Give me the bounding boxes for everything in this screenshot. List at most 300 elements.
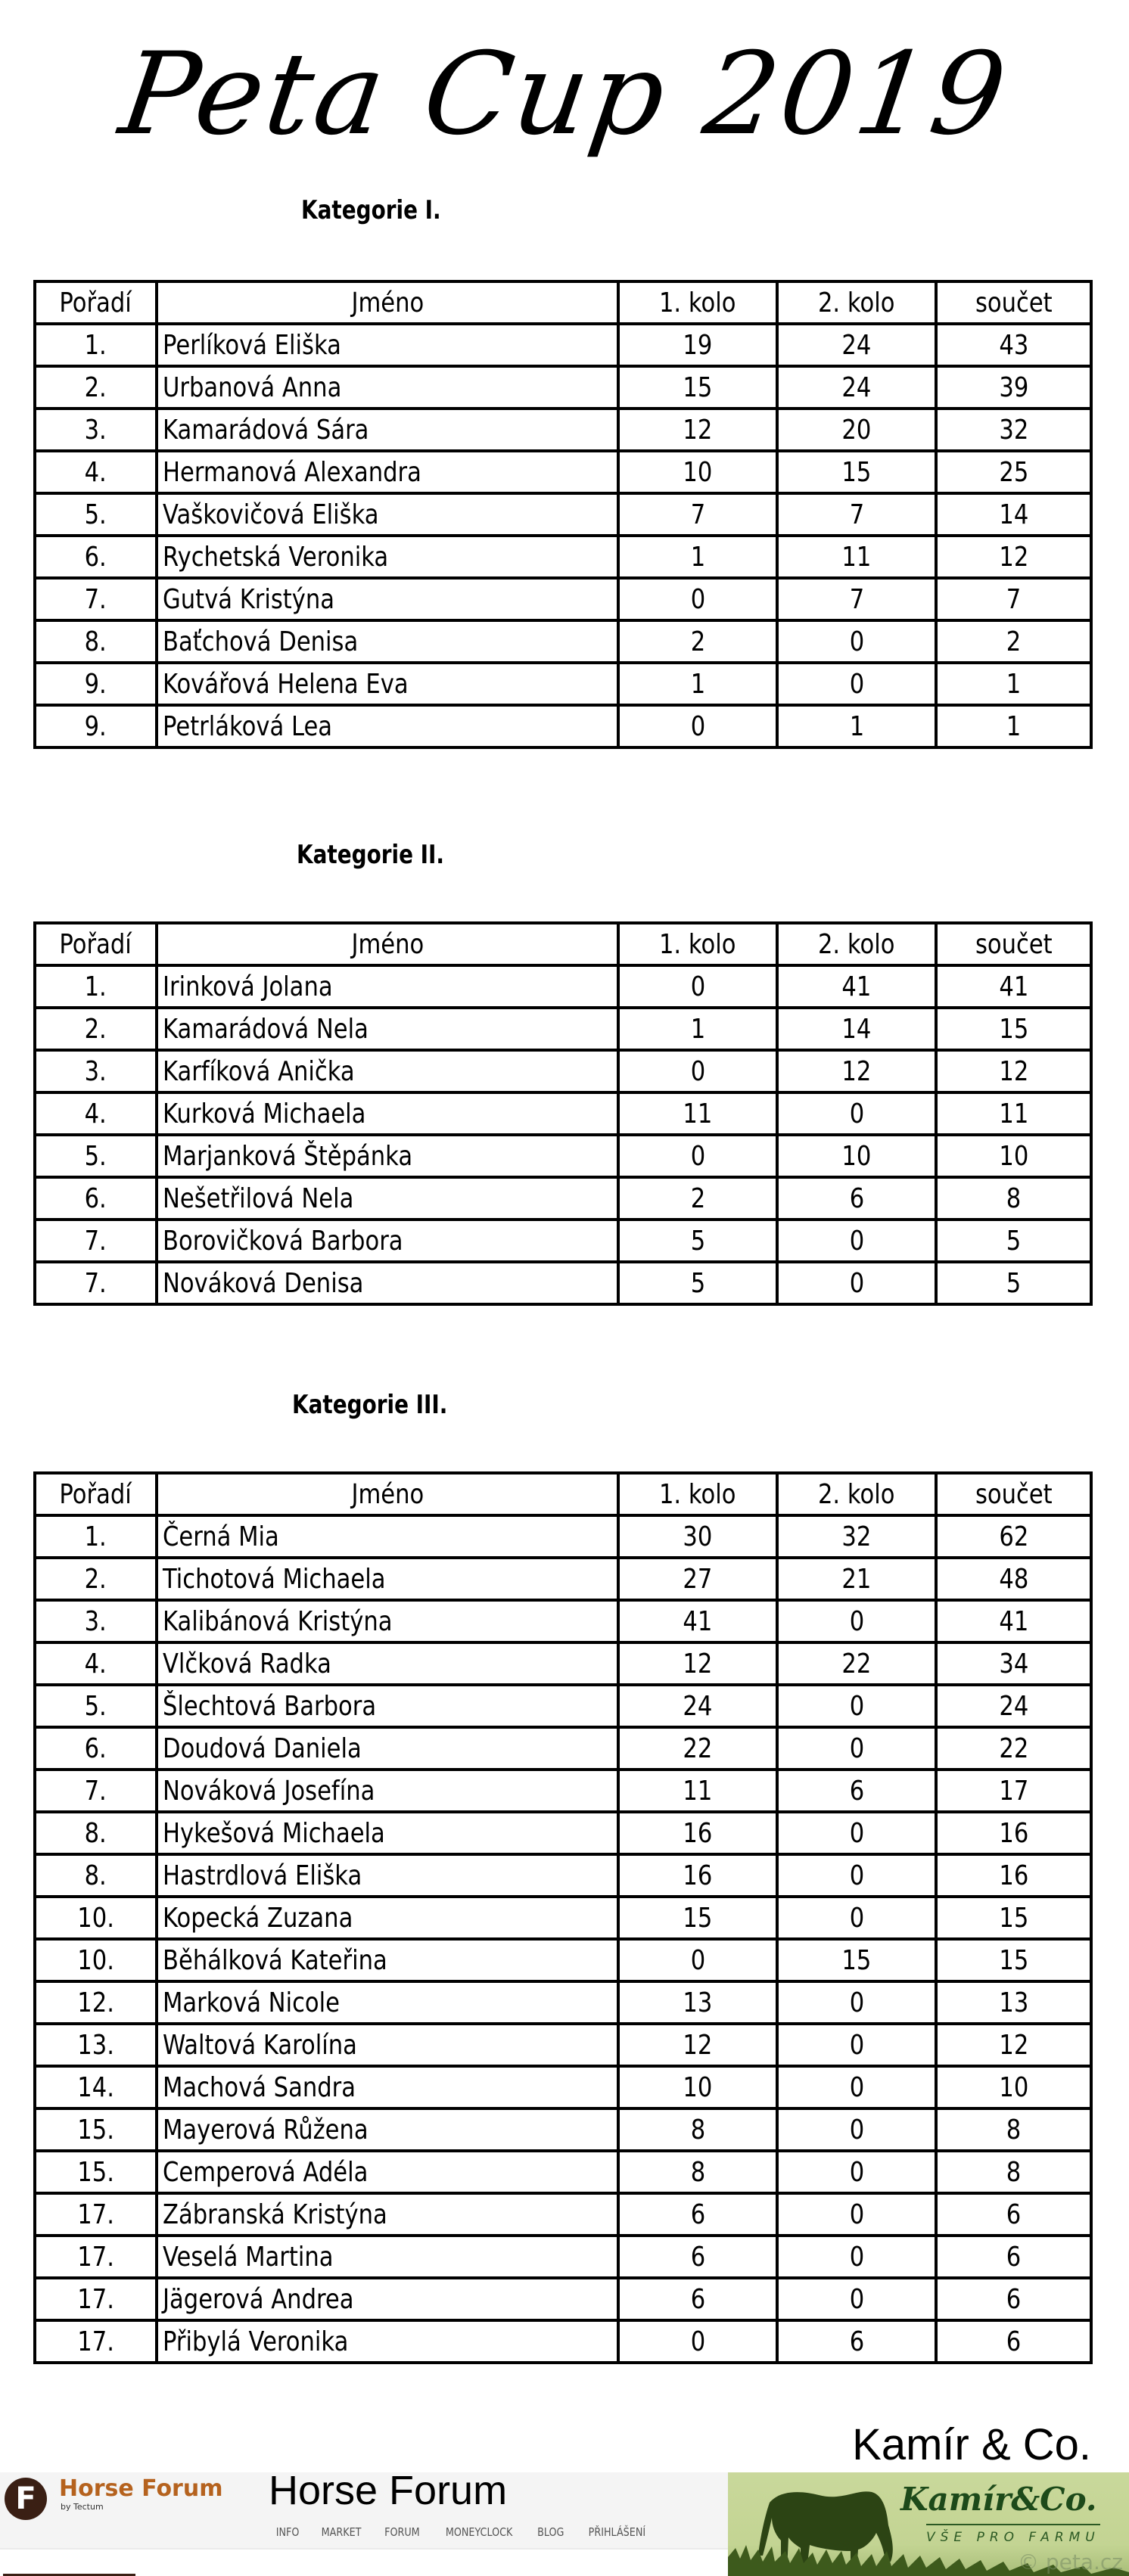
rank-cell xyxy=(35,1981,157,2024)
results-table-1 xyxy=(33,280,1093,749)
table-row xyxy=(35,1939,1091,1981)
total-cell-text: 10 xyxy=(999,2071,1028,2103)
header-name xyxy=(157,281,618,324)
rank-cell xyxy=(35,2236,157,2278)
name-cell xyxy=(157,2236,618,2278)
category-heading-3: Kategorie III. xyxy=(292,1390,448,1420)
round1-cell xyxy=(618,1177,777,1220)
round1-cell-text: 0 xyxy=(690,1140,705,1172)
round1-cell-text: 15 xyxy=(683,1902,713,1934)
name-cell-text: Šlechtová Barbora xyxy=(163,1690,377,1722)
round1-cell xyxy=(618,705,777,747)
rank-cell-text: 5. xyxy=(84,499,107,530)
total-cell xyxy=(936,409,1091,451)
total-cell-text: 12 xyxy=(999,2029,1028,2061)
rank-cell-text: 7. xyxy=(84,1225,107,1257)
table-header-row xyxy=(35,281,1091,324)
name-cell-text: Vlčková Radka xyxy=(163,1648,331,1680)
total-cell-text: 5 xyxy=(1006,1225,1022,1257)
rank-cell-text: 8. xyxy=(84,626,107,657)
name-cell xyxy=(157,1981,618,2024)
total-cell-text: 7 xyxy=(1006,583,1022,615)
round2-cell-text: 14 xyxy=(841,1013,872,1045)
rank-cell-text: 10. xyxy=(77,1944,114,1976)
round2-cell-text: 24 xyxy=(841,371,872,403)
name-cell xyxy=(157,620,618,663)
round2-cell-text: 0 xyxy=(849,2029,864,2061)
rank-cell xyxy=(35,2151,157,2193)
total-cell-text: 8 xyxy=(1006,2156,1022,2188)
header-round2 xyxy=(777,1473,936,1515)
round1-cell-text: 24 xyxy=(683,1690,713,1722)
table-row xyxy=(35,2151,1091,2193)
round2-cell-text: 0 xyxy=(849,1225,864,1257)
header-round2-label: 2. kolo xyxy=(818,287,895,319)
total-cell xyxy=(936,620,1091,663)
rank-cell xyxy=(35,1220,157,1262)
header-rank xyxy=(35,1473,157,1515)
table-row xyxy=(35,1642,1091,1685)
total-cell xyxy=(936,1812,1091,1854)
name-cell-text: Hermanová Alexandra xyxy=(163,456,421,488)
table-row xyxy=(35,536,1091,578)
table-row xyxy=(35,366,1091,409)
name-cell-text: Kamarádová Sára xyxy=(163,414,369,446)
rank-cell-text: 3. xyxy=(84,1605,107,1637)
round2-cell-text: 32 xyxy=(841,1521,872,1552)
total-cell-text: 8 xyxy=(1006,1182,1022,1214)
round1-cell xyxy=(618,1050,777,1092)
nav-forum[interactable]: FORUM xyxy=(384,2525,420,2539)
round1-cell-text: 11 xyxy=(683,1098,713,1130)
total-cell xyxy=(936,1897,1091,1939)
name-cell xyxy=(157,451,618,493)
name-cell xyxy=(157,1092,618,1135)
name-cell xyxy=(157,663,618,705)
rank-cell xyxy=(35,1939,157,1981)
round2-cell-text: 1 xyxy=(849,710,864,742)
rank-cell xyxy=(35,1008,157,1050)
total-cell-text: 39 xyxy=(999,371,1028,403)
round1-cell-text: 19 xyxy=(683,329,713,361)
rank-cell xyxy=(35,1600,157,1642)
category-heading-2: Kategorie II. xyxy=(297,840,445,870)
round2-cell-text: 0 xyxy=(849,1098,864,1130)
header-round2 xyxy=(777,923,936,965)
round1-cell xyxy=(618,2278,777,2320)
total-cell xyxy=(936,2108,1091,2151)
name-cell xyxy=(157,2278,618,2320)
round1-cell-text: 2 xyxy=(690,626,705,657)
round2-cell-text: 10 xyxy=(841,1140,872,1172)
name-cell xyxy=(157,1515,618,1558)
round1-cell xyxy=(618,1897,777,1939)
rank-cell xyxy=(35,409,157,451)
rank-cell-text: 17. xyxy=(77,2241,114,2273)
round2-cell xyxy=(777,578,936,620)
total-cell-text: 48 xyxy=(999,1563,1028,1595)
kamir-tagline: VŠE PRO FARMU xyxy=(926,2530,1100,2545)
name-cell-text: Waltová Karolína xyxy=(163,2029,357,2061)
round1-cell xyxy=(618,2193,777,2236)
table-row xyxy=(35,1600,1091,1642)
total-cell xyxy=(936,2320,1091,2363)
round2-cell xyxy=(777,2278,936,2320)
total-cell-text: 1 xyxy=(1006,668,1022,700)
header-name-label: Jméno xyxy=(351,928,424,960)
rank-cell-text: 3. xyxy=(84,1055,107,1087)
round2-cell-text: 0 xyxy=(849,1817,864,1849)
name-cell xyxy=(157,578,618,620)
round1-cell-text: 11 xyxy=(683,1775,713,1807)
name-cell-text: Přibylá Veronika xyxy=(163,2326,349,2357)
table-row xyxy=(35,1685,1091,1727)
name-cell-text: Kamarádová Nela xyxy=(163,1013,369,1045)
table-row xyxy=(35,578,1091,620)
results-table-2 xyxy=(33,921,1093,1306)
name-cell-text: Černá Mia xyxy=(163,1521,279,1552)
round1-cell-text: 0 xyxy=(690,2326,705,2357)
round2-cell xyxy=(777,536,936,578)
header-round1-label: 1. kolo xyxy=(659,1478,736,1510)
horse-forum-byline: by Tectum xyxy=(61,2502,104,2512)
name-cell xyxy=(157,1177,618,1220)
round2-cell-text: 0 xyxy=(849,2241,864,2273)
round1-cell-text: 10 xyxy=(683,456,713,488)
table-row xyxy=(35,2193,1091,2236)
rank-cell-text: 6. xyxy=(84,1182,107,1214)
round2-cell xyxy=(777,409,936,451)
kamir-ad-banner[interactable] xyxy=(728,2472,1129,2576)
round2-cell xyxy=(777,1177,936,1220)
horse-forum-brand[interactable]: Horse Forum xyxy=(59,2475,223,2502)
rank-cell-text: 13. xyxy=(77,2029,114,2061)
rank-cell-text: 6. xyxy=(84,1732,107,1764)
name-cell-text: Baťchová Denisa xyxy=(163,626,359,657)
rank-cell xyxy=(35,1515,157,1558)
table-row xyxy=(35,965,1091,1008)
round2-cell xyxy=(777,324,936,366)
header-total xyxy=(936,923,1091,965)
rank-cell xyxy=(35,1092,157,1135)
page-title: Peta Cup 2019 xyxy=(113,29,1016,160)
rank-cell xyxy=(35,2066,157,2108)
name-cell xyxy=(157,1812,618,1854)
round2-cell xyxy=(777,2193,936,2236)
name-cell-text: Kovářová Helena Eva xyxy=(163,668,409,700)
total-cell xyxy=(936,1981,1091,2024)
round1-cell-text: 10 xyxy=(683,2071,713,2103)
header-rank xyxy=(35,923,157,965)
rank-cell-text: 2. xyxy=(84,1563,107,1595)
table-row xyxy=(35,2320,1091,2363)
round1-cell-text: 0 xyxy=(690,1944,705,1976)
round2-cell xyxy=(777,1770,936,1812)
name-cell xyxy=(157,1558,618,1600)
total-cell-text: 41 xyxy=(999,1605,1028,1637)
round2-cell-text: 22 xyxy=(841,1648,872,1680)
total-cell xyxy=(936,1770,1091,1812)
total-cell xyxy=(936,1558,1091,1600)
total-cell-text: 13 xyxy=(999,1987,1028,2018)
round1-cell-text: 12 xyxy=(683,2029,713,2061)
nav-market[interactable]: MARKET xyxy=(321,2525,362,2539)
round1-cell-text: 6 xyxy=(690,2198,705,2230)
total-cell xyxy=(936,493,1091,536)
round1-cell xyxy=(618,1854,777,1897)
round1-cell xyxy=(618,1770,777,1812)
header-name xyxy=(157,923,618,965)
rank-cell xyxy=(35,1812,157,1854)
round2-cell xyxy=(777,2236,936,2278)
round2-cell-text: 24 xyxy=(841,329,872,361)
round1-cell xyxy=(618,1558,777,1600)
round1-cell xyxy=(618,965,777,1008)
name-cell xyxy=(157,493,618,536)
total-cell-text: 5 xyxy=(1006,1267,1022,1299)
round2-cell xyxy=(777,2320,936,2363)
total-cell-text: 10 xyxy=(999,1140,1028,1172)
round1-cell xyxy=(618,2320,777,2363)
table-row xyxy=(35,2236,1091,2278)
name-cell-text: Běhálková Kateřina xyxy=(163,1944,387,1976)
rank-cell-text: 12. xyxy=(77,1987,114,2018)
header-rank-label: Pořadí xyxy=(59,1478,132,1510)
round1-cell-text: 6 xyxy=(690,2283,705,2315)
rank-cell-text: 1. xyxy=(84,971,107,1002)
rank-cell xyxy=(35,2024,157,2066)
round1-cell xyxy=(618,1092,777,1135)
round1-cell-text: 0 xyxy=(690,583,705,615)
name-cell-text: Machová Sandra xyxy=(163,2071,356,2103)
round1-cell-text: 8 xyxy=(690,2156,705,2188)
round1-cell xyxy=(618,409,777,451)
round2-cell xyxy=(777,663,936,705)
rank-cell-text: 5. xyxy=(84,1140,107,1172)
table-row xyxy=(35,2278,1091,2320)
round2-cell-text: 0 xyxy=(849,1902,864,1934)
round1-cell-text: 30 xyxy=(683,1521,713,1552)
round2-cell-text: 0 xyxy=(849,1987,864,2018)
rank-cell-text: 8. xyxy=(84,1860,107,1891)
round1-cell-text: 8 xyxy=(690,2114,705,2146)
total-cell-text: 41 xyxy=(999,971,1028,1002)
total-cell-text: 2 xyxy=(1006,626,1022,657)
rank-cell xyxy=(35,1897,157,1939)
table-row xyxy=(35,1008,1091,1050)
name-cell-text: Nováková Denisa xyxy=(163,1267,364,1299)
round2-cell xyxy=(777,1600,936,1642)
name-cell-text: Gutvá Kristýna xyxy=(163,583,335,615)
round2-cell-text: 0 xyxy=(849,668,864,700)
rank-cell-text: 1. xyxy=(84,329,107,361)
nav-blog[interactable]: BLOG xyxy=(537,2525,564,2539)
rank-cell xyxy=(35,2278,157,2320)
round2-cell-text: 12 xyxy=(841,1055,872,1087)
round1-cell xyxy=(618,1262,777,1304)
rank-cell xyxy=(35,2193,157,2236)
total-cell xyxy=(936,536,1091,578)
name-cell xyxy=(157,1135,618,1177)
round2-cell xyxy=(777,1558,936,1600)
total-cell xyxy=(936,1515,1091,1558)
total-cell xyxy=(936,2024,1091,2066)
round2-cell xyxy=(777,1685,936,1727)
round1-cell xyxy=(618,578,777,620)
rank-cell xyxy=(35,578,157,620)
nav-info[interactable]: INFO xyxy=(275,2525,300,2539)
rank-cell xyxy=(35,965,157,1008)
name-cell xyxy=(157,1854,618,1897)
header-round1 xyxy=(618,281,777,324)
rank-cell-text: 7. xyxy=(84,583,107,615)
kamir-logo: Kamír&Co. xyxy=(900,2481,1097,2518)
round1-cell-text: 41 xyxy=(683,1605,713,1637)
name-cell xyxy=(157,324,618,366)
rank-cell-text: 2. xyxy=(84,1013,107,1045)
name-cell xyxy=(157,536,618,578)
round2-cell xyxy=(777,1515,936,1558)
round1-cell-text: 0 xyxy=(690,971,705,1002)
round1-cell xyxy=(618,1600,777,1642)
round2-cell xyxy=(777,451,936,493)
round1-cell xyxy=(618,1727,777,1770)
round2-cell xyxy=(777,620,936,663)
header-round1 xyxy=(618,923,777,965)
round1-cell-text: 27 xyxy=(683,1563,713,1595)
total-cell xyxy=(936,1220,1091,1262)
category-heading-1: Kategorie I. xyxy=(301,195,441,225)
name-cell-text: Hykešová Michaela xyxy=(163,1817,385,1849)
round1-cell xyxy=(618,366,777,409)
total-cell xyxy=(936,2193,1091,2236)
round1-cell-text: 16 xyxy=(683,1817,713,1849)
name-cell-text: Cemperová Adéla xyxy=(163,2156,369,2188)
name-cell-text: Perlíková Eliška xyxy=(163,329,341,361)
round2-cell-text: 21 xyxy=(841,1563,872,1595)
rank-cell xyxy=(35,536,157,578)
name-cell-text: Jägerová Andrea xyxy=(163,2283,354,2315)
header-rank-label: Pořadí xyxy=(59,928,132,960)
name-cell-text: Rychetská Veronika xyxy=(163,541,389,573)
total-cell xyxy=(936,1262,1091,1304)
rank-cell-text: 17. xyxy=(77,2283,114,2315)
name-cell xyxy=(157,1220,618,1262)
header-total xyxy=(936,281,1091,324)
round2-cell-text: 7 xyxy=(849,583,864,615)
name-cell xyxy=(157,2066,618,2108)
table-row xyxy=(35,1812,1091,1854)
round1-cell-text: 16 xyxy=(683,1860,713,1891)
round2-cell-text: 15 xyxy=(841,456,872,488)
nav-moneyclock[interactable]: MONEYCLOCK xyxy=(445,2525,513,2539)
round1-cell-text: 5 xyxy=(690,1225,705,1257)
name-cell-text: Karfíková Anička xyxy=(163,1055,355,1087)
total-cell-text: 14 xyxy=(999,499,1028,530)
name-cell-text: Irinková Jolana xyxy=(163,971,333,1002)
total-cell-text: 6 xyxy=(1006,2326,1022,2357)
name-cell-text: Vaškovičová Eliška xyxy=(163,499,379,530)
nav-login[interactable]: PŘIHLÁŠENÍ xyxy=(588,2525,645,2539)
rank-cell-text: 15. xyxy=(77,2114,114,2146)
round2-cell xyxy=(777,1897,936,1939)
round2-cell-text: 0 xyxy=(849,2156,864,2188)
total-cell xyxy=(936,366,1091,409)
round2-cell xyxy=(777,2024,936,2066)
rank-cell xyxy=(35,1558,157,1600)
header-round1-label: 1. kolo xyxy=(659,928,736,960)
total-cell xyxy=(936,1600,1091,1642)
round2-cell-text: 20 xyxy=(841,414,872,446)
name-cell xyxy=(157,2151,618,2193)
round1-cell-text: 1 xyxy=(690,541,705,573)
round2-cell xyxy=(777,1220,936,1262)
header-total-label: součet xyxy=(975,928,1053,960)
total-cell-text: 25 xyxy=(999,456,1028,488)
rank-cell xyxy=(35,1135,157,1177)
rank-cell xyxy=(35,705,157,747)
total-cell-text: 6 xyxy=(1006,2198,1022,2230)
round1-cell xyxy=(618,2024,777,2066)
total-cell xyxy=(936,1092,1091,1135)
total-cell xyxy=(936,1939,1091,1981)
round1-cell xyxy=(618,2108,777,2151)
round1-cell xyxy=(618,1981,777,2024)
total-cell xyxy=(936,1685,1091,1727)
total-cell-text: 62 xyxy=(999,1521,1028,1552)
name-cell-text: Nešetřilová Nela xyxy=(163,1182,354,1214)
header-rank xyxy=(35,281,157,324)
name-cell xyxy=(157,1939,618,1981)
round1-cell-text: 22 xyxy=(683,1732,713,1764)
name-cell xyxy=(157,1008,618,1050)
round1-cell xyxy=(618,493,777,536)
name-cell-text: Doudová Daniela xyxy=(163,1732,362,1764)
round2-cell xyxy=(777,1008,936,1050)
header-total-label: součet xyxy=(975,287,1053,319)
rank-cell-text: 4. xyxy=(84,1098,107,1130)
name-cell-text: Kurková Michaela xyxy=(163,1098,366,1130)
rank-cell-text: 3. xyxy=(84,414,107,446)
total-cell xyxy=(936,451,1091,493)
total-cell-text: 32 xyxy=(999,414,1028,446)
round1-cell xyxy=(618,1685,777,1727)
horse-forum-logo-icon[interactable]: F xyxy=(5,2478,47,2520)
name-cell-text: Veselá Martina xyxy=(163,2241,334,2273)
total-cell-text: 8 xyxy=(1006,2114,1022,2146)
round1-cell xyxy=(618,1515,777,1558)
round1-cell-text: 0 xyxy=(690,1055,705,1087)
table-row xyxy=(35,1770,1091,1812)
round1-cell-text: 1 xyxy=(690,1013,705,1045)
name-cell xyxy=(157,2024,618,2066)
name-cell-text: Kopecká Zuzana xyxy=(163,1902,353,1934)
round1-cell xyxy=(618,2066,777,2108)
round2-cell-text: 0 xyxy=(849,2198,864,2230)
header-round2 xyxy=(777,281,936,324)
header-name xyxy=(157,1473,618,1515)
round1-cell xyxy=(618,2151,777,2193)
total-cell xyxy=(936,705,1091,747)
round2-cell-text: 11 xyxy=(841,541,872,573)
table-row xyxy=(35,1981,1091,2024)
total-cell-text: 43 xyxy=(999,329,1028,361)
round1-cell xyxy=(618,1135,777,1177)
round2-cell xyxy=(777,2108,936,2151)
rank-cell xyxy=(35,1770,157,1812)
results-table-3 xyxy=(33,1471,1093,2364)
rank-cell xyxy=(35,620,157,663)
